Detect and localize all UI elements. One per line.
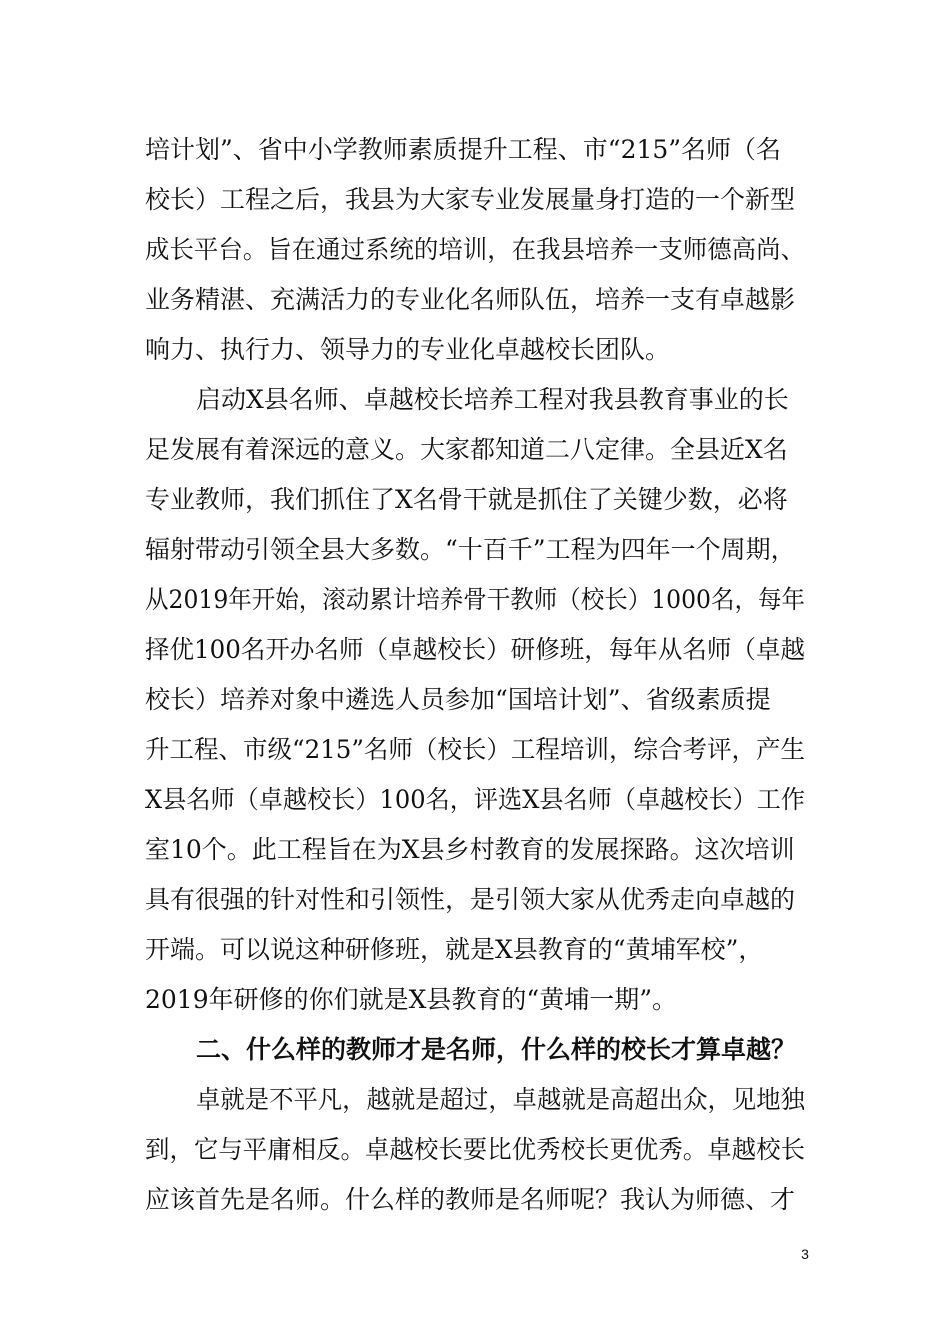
text-line-9: 辐射带动引领全县大多数。“十百千”工程为四年一个周期，	[145, 535, 796, 564]
text-line-6: 启动X县名师、卓越校长培养工程对我县教育事业的长	[196, 385, 789, 414]
text-line-17: 开端。可以说这种研修班，就是X县教育的“黄埔军校”，	[145, 935, 764, 964]
text-line-11: 择优100名开办名师（卓越校长）研修班，每年从名师（卓越	[145, 635, 806, 664]
page-number: 3	[801, 1246, 809, 1262]
text-line-10: 从2019年开始，滚动累计培养骨干教师（校长）1000名，每年	[145, 585, 805, 614]
text-line-2: 校长）工程之后，我县为大家专业发展量身打造的一个新型	[145, 185, 796, 214]
text-line-15: 室10个。此工程旨在为X县乡村教育的发展探路。这次培训	[145, 835, 795, 864]
text-line-5: 响力、执行力、领导力的专业化卓越校长团队。	[145, 335, 671, 364]
text-line-16: 具有很强的针对性和引领性，是引领大家从优秀走向卓越的	[145, 885, 796, 914]
text-line-14: X县名师（卓越校长）100名，评选X县名师（卓越校长）工作	[145, 785, 806, 814]
text-line-20: 到，它与平庸相反。卓越校长要比优秀校长更优秀。卓越校长	[145, 1135, 806, 1164]
section-heading: 二、什么样的教师才是名师，什么样的校长才算卓越？	[196, 1035, 797, 1064]
text-line-3: 成长平台。旨在通过系统的培训，在我县培养一支师德高尚、	[145, 235, 806, 264]
text-line-13: 升工程、市级“215”名师（校长）工程培训，综合考评，产生	[145, 735, 806, 764]
text-line-12: 校长）培养对象中遴选人员参加“国培计划”、省级素质提	[145, 685, 771, 714]
text-line-18: 2019年研修的你们就是X县教育的“黄埔一期”。	[145, 985, 677, 1014]
text-line-7: 足发展有着深远的意义。大家都知道二八定律。全县近X名	[145, 435, 788, 464]
text-line-1: 培计划”、省中小学教师素质提升工程、市“215”名师（名	[145, 135, 782, 164]
text-line-8: 专业教师，我们抓住了X名骨干就是抓住了关键少数，必将	[145, 485, 788, 514]
text-line-21: 应该首先是名师。什么样的教师是名师呢？我认为师德、才	[145, 1185, 796, 1214]
text-line-19: 卓就是不平凡，越就是超过，卓越就是高超出众，见地独	[196, 1085, 806, 1114]
text-line-4: 业务精湛、充满活力的专业化名师队伍，培养一支有卓越影	[145, 285, 796, 314]
